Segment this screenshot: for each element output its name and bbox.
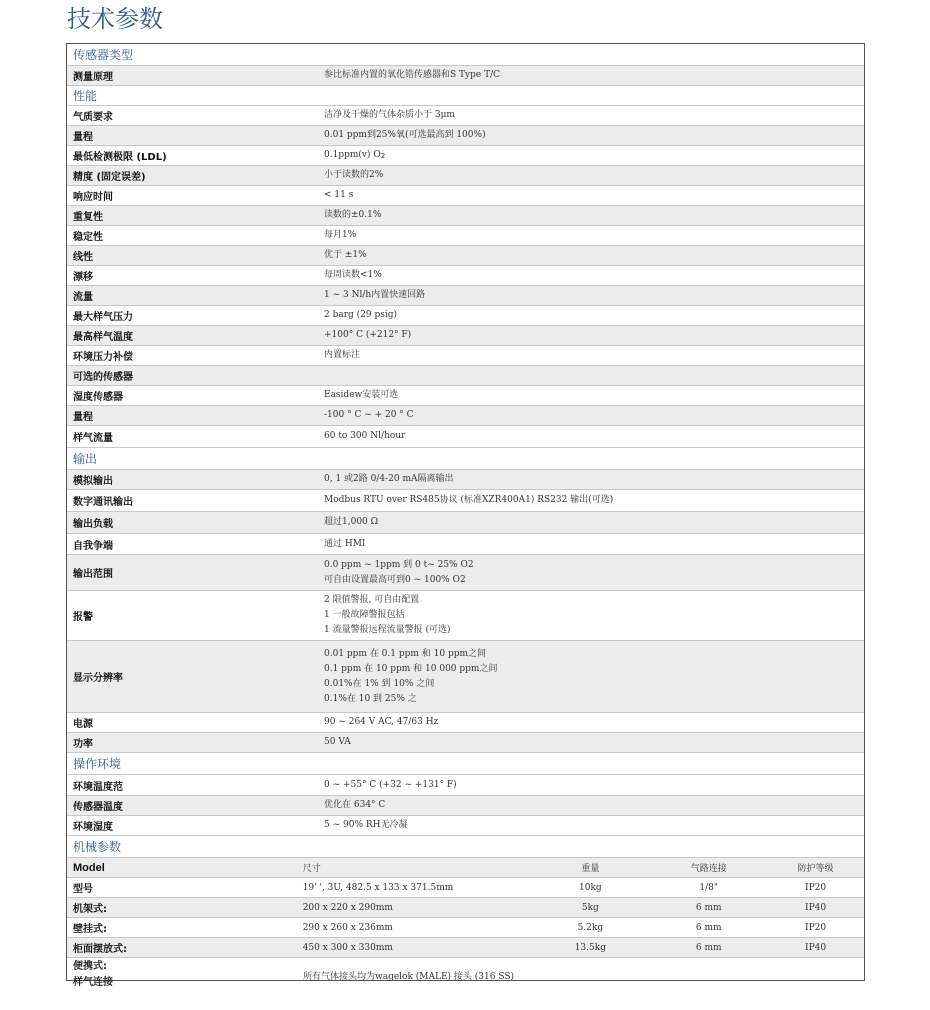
spec-table (66, 43, 865, 988)
table-cell: 200 x 220 x 290mm (302, 902, 393, 913)
row-value: 0.0 ppm ~ 1ppm 到 0 t~ 25% O2 可自由设置最高可到0 ~ 100% O2 (324, 559, 474, 585)
table-cell: 19' ', 3U, 482.5 x 133 x 371.5mm (302, 882, 454, 893)
table-row (67, 591, 864, 641)
table-row (67, 166, 864, 186)
section-environment: 操作环境 (67, 753, 864, 775)
row-label: 数字通讯输出 (73, 497, 133, 508)
table-row (67, 918, 864, 938)
table-cell: IP40 (805, 902, 827, 913)
table-cell: 尺寸 (302, 864, 321, 874)
row-label: 显示分辨率 (73, 673, 123, 684)
table-cell: 1/8" (699, 882, 718, 893)
table-row (67, 733, 864, 753)
row-label: 可选的传感器 (73, 372, 133, 383)
gas-connection-label: 样气连接 (73, 977, 113, 988)
row-value: 0.01 ppm到25%氧(可选最高到 100%) (324, 130, 486, 140)
row-label: 湿度传感器 (73, 392, 123, 403)
table-row (67, 146, 864, 166)
row-label: 型号 (73, 884, 93, 895)
row-label: 环境温度范 (73, 781, 123, 793)
table-row (67, 106, 864, 126)
row-label: 漂移 (73, 272, 93, 283)
row-value: 5 ~ 90% RH无冷凝 (324, 820, 408, 830)
table-cell: 气路连接 (690, 864, 727, 874)
sensor-group (67, 66, 864, 86)
row-value: 通过 HMI (324, 538, 366, 549)
table-cell: IP20 (805, 882, 827, 893)
table-row (67, 713, 864, 733)
row-value: Easidew安装可选 (324, 390, 399, 400)
table-row (67, 490, 864, 512)
row-value: 参比标准内置的氧化锆传感器和S Type T/C (324, 70, 500, 80)
row-value: 超过1,000 Ω (324, 517, 379, 527)
table-cell: 10kg (579, 882, 602, 893)
table-row (67, 470, 864, 490)
row-value: 读数的±0.1% (324, 210, 382, 220)
performance-group (67, 106, 864, 448)
table-row (67, 326, 864, 346)
portable-label: 便携式: (73, 961, 107, 972)
row-value: 每周读数<1% (324, 270, 382, 280)
row-value: 0, 1 或2路 0/4-20 mA隔离输出 (324, 474, 454, 484)
table-row (67, 366, 864, 386)
table-row (67, 306, 864, 326)
row-label: 输出负载 (73, 519, 113, 530)
row-value: Modbus RTU over RS485协议 (标准XZR400A1) RS232 输出(可选) (324, 495, 614, 505)
row-value: 优于 ±1% (324, 250, 367, 260)
row-label: 测量原理 (73, 72, 113, 83)
table-row (67, 346, 864, 366)
table-row (67, 512, 864, 534)
table-row (67, 958, 864, 992)
table-row (67, 898, 864, 918)
table-cell: 6 mm (695, 902, 722, 913)
table-cell: 6 mm (695, 922, 722, 933)
row-label: 机架式: (73, 904, 107, 915)
row-label: 功率 (73, 739, 93, 750)
row-label: 环境压力补偿 (73, 352, 133, 363)
row-label: 最大样气压力 (73, 312, 133, 323)
row-value: 0.1ppm(v) O (324, 150, 381, 160)
environment-group (67, 775, 864, 836)
row-label: 重复性 (73, 212, 103, 223)
table-row (67, 816, 864, 836)
table-row (67, 641, 864, 713)
row-label: 流量 (73, 292, 93, 303)
table-row (67, 406, 864, 426)
row-value: 90 ~ 264 V AC, 47/63 Hz (324, 717, 439, 727)
table-row (67, 555, 864, 591)
mechanical-group (67, 858, 864, 958)
row-label: 输出范围 (73, 569, 113, 580)
gas-connection-value: 所有气体接头均为wagelok (MALE) 接头 (316 SS) (303, 971, 515, 982)
table-row (67, 186, 864, 206)
row-value: 0 ~ +55° C (+32 ~ +131° F) (324, 779, 457, 790)
table-row (67, 426, 864, 448)
page-title: 技术参数 (67, 5, 163, 33)
section-sensor: 传感器类型 (67, 44, 864, 66)
subscript: 2 (380, 151, 386, 160)
table-row (67, 796, 864, 816)
row-value: +100° C (+212° F) (324, 330, 412, 340)
table-row (67, 126, 864, 146)
table-cell: 5kg (581, 902, 599, 913)
row-label: 线性 (73, 252, 93, 263)
table-row (67, 534, 864, 555)
section-output: 输出 (67, 448, 864, 470)
table-cell: 13.5kg (574, 942, 606, 953)
row-value: 小于读数的2% (324, 170, 384, 180)
table-row (67, 226, 864, 246)
row-value: 内置标注 (324, 350, 361, 360)
row-value: 洁净及干燥的气体杂质小于 3μm (324, 110, 455, 120)
row-value: 优化在 634° C (324, 800, 386, 810)
row-label: 自我争端 (73, 540, 113, 552)
row-label: 模拟输出 (73, 476, 113, 487)
row-value: -100 ° C ~ + 20 ° C (324, 410, 414, 420)
table-cell: 290 x 260 x 236mm (302, 922, 393, 933)
table-row (67, 286, 864, 306)
row-label: 环境湿度 (73, 822, 113, 833)
row-value: 每月1% (324, 230, 357, 240)
section-performance: 性能 (67, 86, 864, 106)
row-label: 壁挂式: (73, 924, 107, 935)
table-cell: 450 x 300 x 330mm (302, 942, 393, 953)
row-label: 精度 (固定误差) (73, 172, 146, 183)
row-label: 传感器温度 (73, 802, 123, 813)
row-label: 量程 (73, 412, 93, 423)
table-cell: 5.2kg (577, 922, 604, 933)
table-row (67, 386, 864, 406)
table-cell: 重量 (581, 864, 600, 874)
table-cell: 6 mm (695, 942, 722, 953)
row-label: 电源 (73, 719, 93, 730)
row-label: 最低检测极限 (LDL) (73, 152, 167, 163)
row-value: 2 限值警报, 可自由配置 1 一般故障警报包括 1 流量警报远程流量警报 (可选) (324, 595, 451, 635)
row-label (67, 959, 303, 991)
table-row (67, 938, 864, 958)
row-label: 样气流量 (73, 433, 113, 444)
row-value: 60 to 300 Nl/hour (324, 431, 406, 441)
table-row (67, 775, 864, 796)
row-label: 响应时间 (73, 192, 113, 203)
row-value: 50 VA (324, 737, 351, 747)
row-label: 量程 (73, 132, 93, 143)
table-row (67, 66, 864, 86)
row-label: 稳定性 (73, 232, 103, 243)
table-cell: 防护等级 (797, 864, 834, 874)
section-mechanical: 机械参数 (67, 836, 864, 858)
row-label: Model (73, 861, 105, 874)
table-cell: IP40 (805, 942, 827, 953)
table-row (67, 206, 864, 226)
table-row (67, 266, 864, 286)
row-value: 0.01 ppm 在 0.1 ppm 和 10 ppm之间 0.1 ppm 在 10 ppm 和 10 000 ppm之间 0.01%在 1% 到 10% 之间 0.1%在 10 到 25% 之 (324, 648, 498, 704)
output-group (67, 470, 864, 753)
table-row (67, 246, 864, 266)
row-value: 1 ~ 3 Nl/h内置快速回路 (324, 290, 426, 300)
row-value: < 11 s (324, 190, 354, 200)
table-cell: IP20 (805, 922, 827, 933)
row-label: 气质要求 (73, 112, 113, 123)
row-label: 最高样气温度 (73, 332, 133, 343)
table-row (67, 878, 864, 898)
row-value: 2 barg (29 psig) (324, 310, 397, 320)
row-label: 柜面摆放式: (73, 944, 127, 955)
row-label: 报警 (73, 612, 93, 623)
table-row (67, 858, 864, 878)
